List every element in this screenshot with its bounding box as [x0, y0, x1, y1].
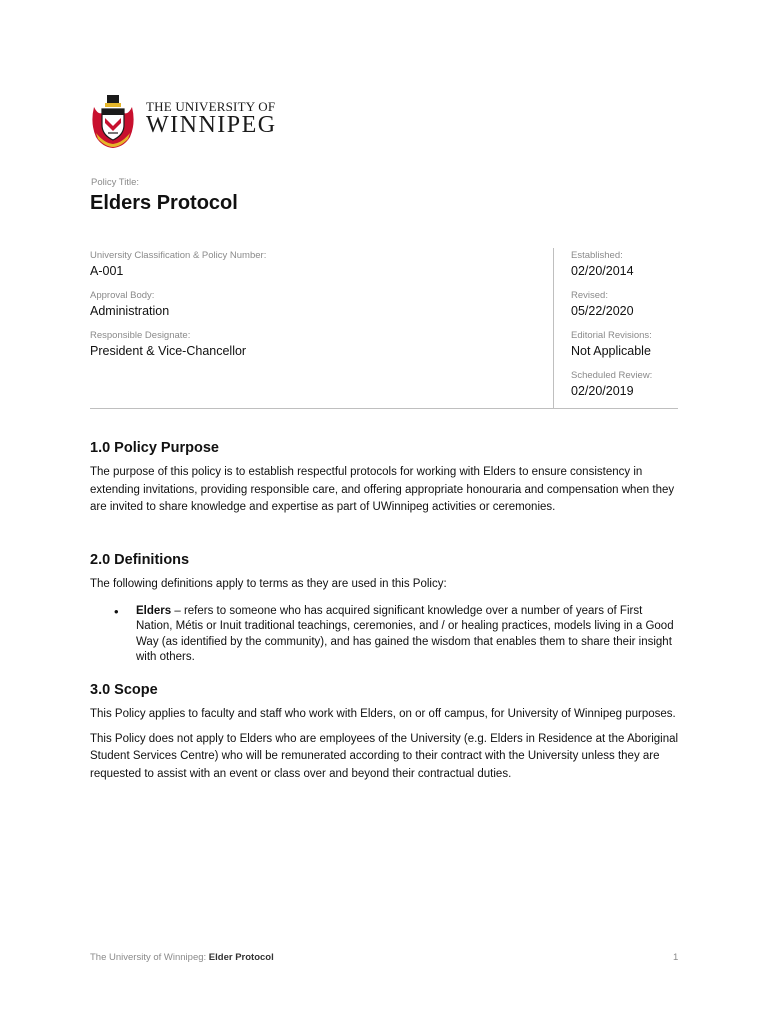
- metadata-bottom-rule: [90, 408, 678, 409]
- responsible-designate-label: Responsible Designate:: [90, 330, 191, 341]
- section-policy-purpose: [90, 440, 680, 517]
- definitions-list: [90, 604, 680, 666]
- editorial-revisions-value: Not Applicable: [571, 344, 651, 358]
- footer-prefix: The University of Winnipeg:: [90, 952, 209, 963]
- classification-field: [90, 248, 550, 288]
- bullet-icon: •: [114, 603, 119, 619]
- policy-metadata: [90, 248, 678, 408]
- responsible-designate-field: [90, 328, 550, 368]
- section-definitions: [90, 552, 680, 666]
- approval-body-label: Approval Body:: [90, 290, 155, 301]
- metadata-left-column: [90, 248, 550, 368]
- scheduled-review-label: Scheduled Review:: [571, 370, 653, 381]
- footer-title: Elder Protocol: [208, 952, 274, 963]
- established-value: 02/20/2014: [571, 264, 634, 278]
- section-paragraph: This Policy applies to faculty and staff who work with Elders, on or off campus, for University of Winnipeg purposes.: [90, 708, 676, 720]
- classification-value: A-001: [90, 264, 124, 278]
- responsible-designate-value: President & Vice-Chancellor: [90, 344, 247, 358]
- section-paragraph: This Policy does not apply to Elders who are employees of the University (e.g. Elders in Residence at the Aboriginal Student Services Centre) who will be remunerated according to their contract with the University unless they are requested to assist with an event or class over and beyond their contractual duties.: [90, 732, 679, 780]
- university-crest-icon: [90, 93, 136, 149]
- university-logo: [90, 93, 280, 149]
- section-heading: 3.0 Scope: [90, 682, 158, 698]
- approval-body-value: Administration: [90, 304, 170, 318]
- logo-line-1: THE UNIVERSITY OF: [146, 99, 276, 114]
- logo-line-2: WINNIPEG: [146, 112, 277, 138]
- editorial-revisions-label: Editorial Revisions:: [571, 330, 652, 341]
- editorial-revisions-field: [571, 328, 681, 368]
- metadata-right-column: [571, 248, 681, 408]
- metadata-divider: [553, 248, 554, 408]
- established-label: Established:: [571, 250, 623, 261]
- policy-title-label: Policy Title:: [91, 177, 140, 188]
- revised-field: [571, 288, 681, 328]
- revised-label: Revised:: [571, 290, 608, 301]
- classification-label: University Classification & Policy Number:: [90, 250, 267, 261]
- policy-title: Elders Protocol: [90, 192, 238, 214]
- section-paragraph: The following definitions apply to terms as they are used in this Policy:: [90, 578, 447, 590]
- section-heading: 1.0 Policy Purpose: [90, 440, 219, 456]
- definition-text: – refers to someone who has acquired significant knowledge over a number of years of First Nation, Métis or Inuit traditional teachings, ceremonies, and / or healing practices, models living in a Good Way (as identified by the community), and has gained the wisdom that enables them to share their insight with others.: [136, 604, 674, 663]
- section-scope: [90, 682, 680, 783]
- footer-document-title: [90, 952, 274, 963]
- section-heading: 2.0 Definitions: [90, 552, 190, 568]
- scheduled-review-field: [571, 368, 681, 408]
- established-field: [571, 248, 681, 288]
- footer-page-number: 1: [673, 952, 679, 963]
- definition-term: Elders: [136, 604, 172, 617]
- section-paragraph: The purpose of this policy is to establish respectful protocols for working with Elders to ensure consistency in extending invitations, providing responsible care, and offering appropriate honouraria and compensation when they are invited to share knowledge and expertise as part of UWinnipeg activities or ceremonies.: [90, 466, 675, 513]
- approval-body-field: [90, 288, 550, 328]
- revised-value: 05/22/2020: [571, 304, 634, 318]
- scheduled-review-value: 02/20/2019: [571, 384, 634, 398]
- list-item: [90, 604, 680, 666]
